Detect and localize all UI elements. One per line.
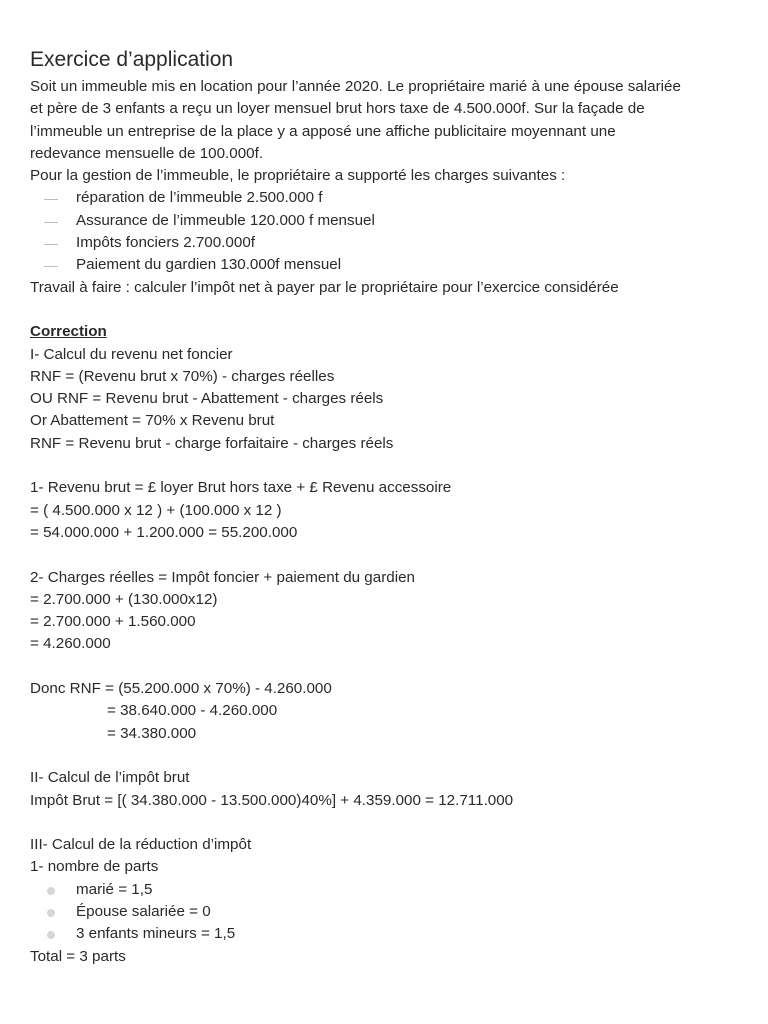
bullet-dot-icon bbox=[47, 909, 55, 917]
text-line: = 4.260.000 bbox=[30, 635, 111, 653]
task-statement: Travail à faire : calculer l’impôt net à payer par le propriétaire pour l’exercice considérée bbox=[30, 278, 619, 296]
text-line: Impôt Brut = [( 34.380.000 - 13.500.000)40%] + 4.359.000 = 12.711.000 bbox=[30, 791, 514, 809]
parts-list bbox=[30, 879, 738, 946]
text-line: = ( 4.500.000 x 12 ) + (100.000 x 12 ) bbox=[30, 501, 282, 519]
charges-list bbox=[30, 187, 738, 276]
section-rnf-result bbox=[30, 678, 738, 745]
text-line: I- Calcul du revenu net foncier bbox=[30, 345, 233, 363]
list-item: — réparation de l’immeuble 2.500.000 f bbox=[30, 187, 738, 209]
spacer bbox=[30, 745, 738, 767]
text-line: OU RNF = Revenu brut - Abattement - charges réels bbox=[30, 390, 384, 408]
intro-line: Soit un immeuble mis en location pour l’année 2020. Le propriétaire marié à une épouse salariée bbox=[30, 78, 681, 95]
list-item: marié = 1,5 bbox=[30, 879, 738, 901]
spacer bbox=[30, 544, 738, 566]
spacer bbox=[30, 656, 738, 678]
list-item: Épouse salariée = 0 bbox=[30, 901, 738, 923]
section-reduction-impot bbox=[30, 834, 738, 879]
text-line: = 54.000.000 + 1.200.000 = 55.200.000 bbox=[30, 523, 298, 541]
text-line: 1- Revenu brut = £ loyer Brut hors taxe + £ Revenu accessoire bbox=[30, 479, 452, 497]
text-line: 1- nombre de parts bbox=[30, 858, 159, 876]
text-line: Or Abattement = 70% x Revenu brut bbox=[30, 412, 275, 430]
document-title: Exercice d’application bbox=[30, 48, 234, 71]
dash-bullet-icon: — bbox=[44, 212, 58, 229]
list-item: — Paiement du gardien 130.000f mensuel bbox=[30, 254, 738, 276]
section-revenu-net-foncier bbox=[30, 344, 738, 455]
bullet-dot-icon bbox=[47, 931, 55, 939]
text-line: II- Calcul de l’impôt brut bbox=[30, 769, 190, 787]
text-line: Donc RNF = (55.200.000 x 70%) - 4.260.000 bbox=[30, 680, 332, 698]
text-line: = 34.380.000 bbox=[107, 724, 197, 742]
intro-line: Pour la gestion de l’immeuble, le propriétaire a supporté les charges suivantes : bbox=[30, 167, 566, 185]
list-item: — Impôts fonciers 2.700.000f bbox=[30, 232, 738, 254]
intro-line: et père de 3 enfants a reçu un loyer mensuel brut hors taxe de 4.500.000f. Sur la façade de bbox=[30, 100, 645, 118]
intro-line: l’immeuble un entreprise de la place y a apposé une affiche publicitaire moyennant une bbox=[30, 122, 616, 140]
text-line: = 2.700.000 + (130.000x12) bbox=[30, 590, 218, 608]
correction-heading: Correction bbox=[30, 323, 107, 341]
spacer bbox=[30, 299, 738, 321]
text-line: III- Calcul de la réduction d’impôt bbox=[30, 836, 252, 854]
section-revenu-brut bbox=[30, 477, 738, 544]
section-impot-brut bbox=[30, 767, 738, 812]
text-line: = 2.700.000 + 1.560.000 bbox=[30, 613, 196, 631]
spacer bbox=[30, 812, 738, 834]
spacer bbox=[30, 455, 738, 477]
dash-bullet-icon: — bbox=[44, 257, 58, 274]
text-line: RNF = Revenu brut - charge forfaitaire - charges réels bbox=[30, 434, 394, 452]
list-item: — Assurance de l’immeuble 120.000 f mensuel bbox=[30, 210, 738, 232]
text-line: 2- Charges réelles = Impôt foncier + paiement du gardien bbox=[30, 568, 415, 586]
text-line: RNF = (Revenu brut x 70%) - charges réelles bbox=[30, 367, 335, 385]
section-charges-reelles bbox=[30, 567, 738, 656]
total-parts: Total = 3 parts bbox=[30, 947, 126, 965]
intro-paragraph bbox=[30, 76, 738, 187]
text-line: = 38.640.000 - 4.260.000 bbox=[107, 702, 278, 720]
intro-line: redevance mensuelle de 100.000f. bbox=[30, 144, 264, 162]
bullet-dot-icon bbox=[47, 887, 55, 895]
dash-bullet-icon: — bbox=[44, 190, 58, 207]
list-item: 3 enfants mineurs = 1,5 bbox=[30, 923, 738, 945]
dash-bullet-icon: — bbox=[44, 235, 58, 252]
